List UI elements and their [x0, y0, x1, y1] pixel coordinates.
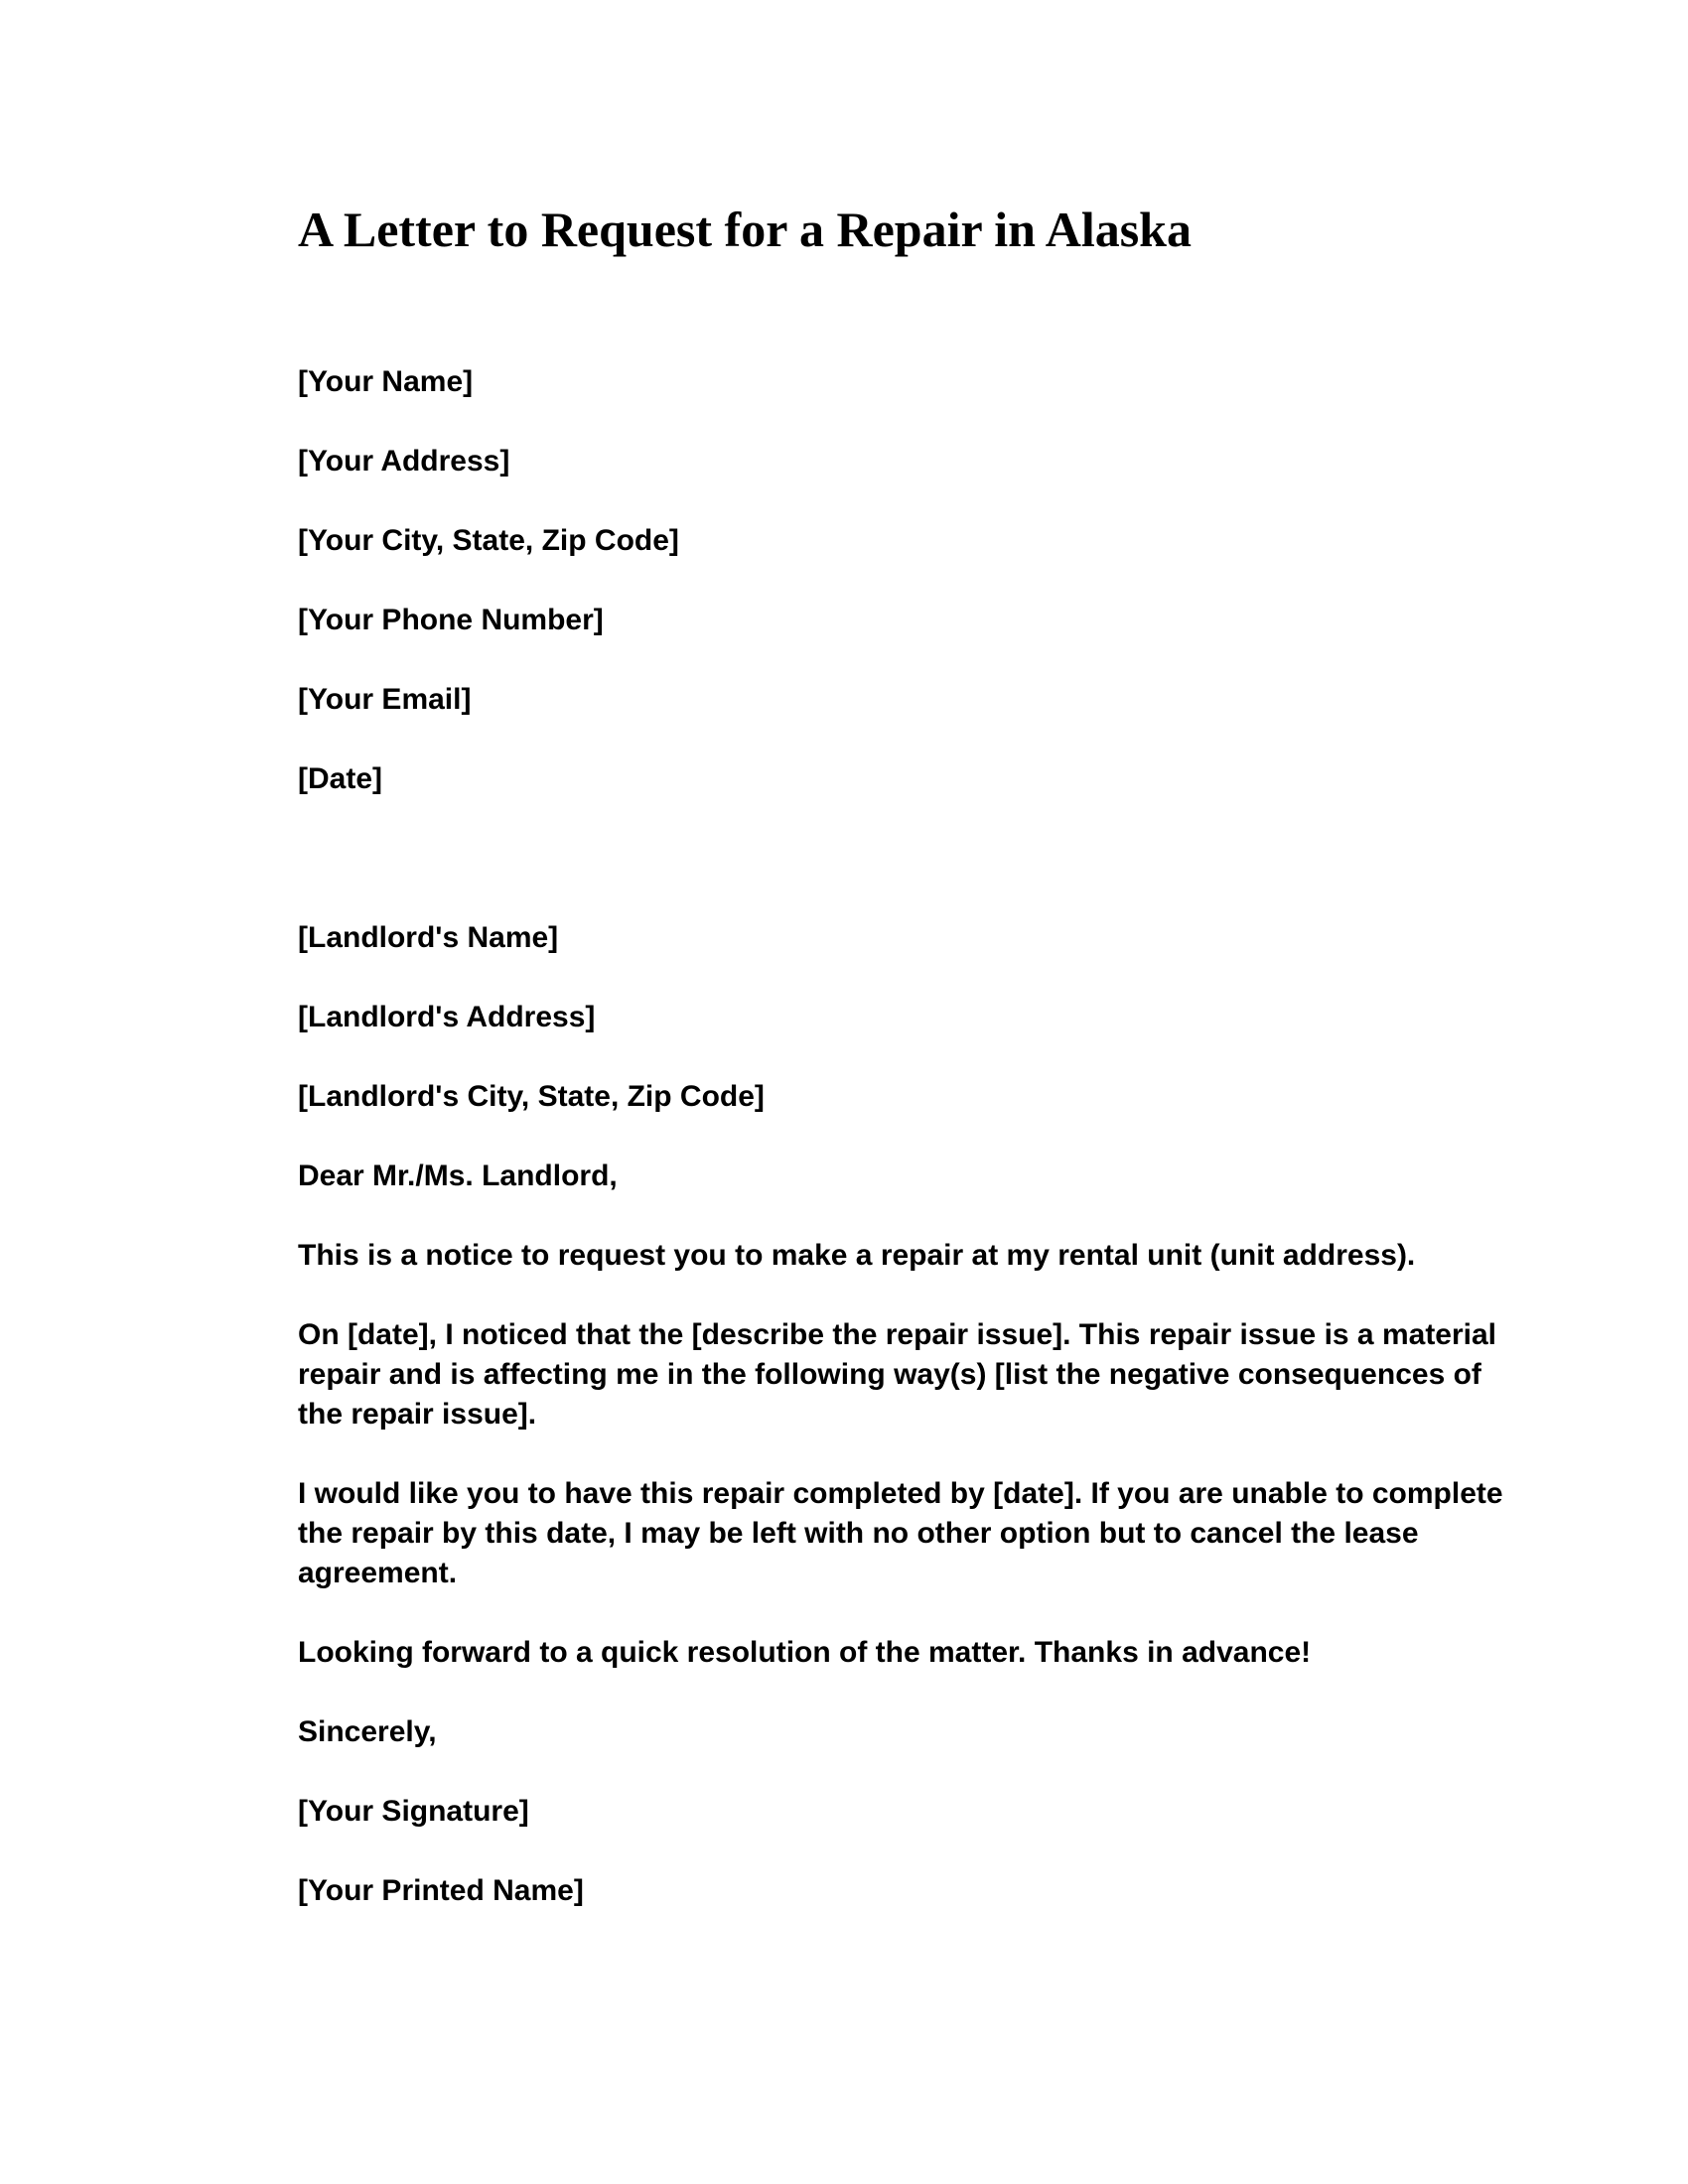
salutation: Dear Mr./Ms. Landlord, — [298, 1160, 618, 1192]
sender-email-line: [Your Email] — [298, 683, 472, 716]
blank-line — [298, 839, 1489, 879]
body-paragraph — [298, 1474, 1503, 1593]
paragraph-line: On [date], I noticed that the [describe the repair issue]. This repair issue is a material — [298, 1318, 1497, 1351]
paragraph-line: repair and is affecting me in the following way(s) [list the negative consequences of — [298, 1358, 1481, 1391]
closing: Sincerely, — [298, 1715, 437, 1748]
paragraph-line: agreement. — [298, 1557, 458, 1589]
sender-block — [298, 362, 1489, 799]
paragraph-line: the repair by this date, I may be left with no other option but to cancel the lease — [298, 1517, 1419, 1550]
body-paragraph — [298, 1315, 1497, 1434]
recipient-address-line: [Landlord's Address] — [298, 1001, 596, 1033]
paragraph-line: the repair issue]. — [298, 1398, 537, 1431]
signature-placeholder: [Your Signature] — [298, 1795, 529, 1828]
paragraph-line: This is a notice to request you to make a repair at my rental unit (unit address). — [298, 1239, 1416, 1272]
sender-address-line: [Your Address] — [298, 445, 510, 478]
letter-title: A Letter to Request for a Repair in Alaska — [298, 202, 1192, 257]
date-line: [Date] — [298, 762, 383, 795]
sender-phone-line: [Your Phone Number] — [298, 604, 604, 636]
paragraph-line: Looking forward to a quick resolution of the matter. Thanks in advance! — [298, 1636, 1312, 1669]
sender-name-line: [Your Name] — [298, 365, 474, 398]
letter-content — [298, 200, 1503, 1951]
paragraph-line: I would like you to have this repair completed by [date]. If you are unable to complete — [298, 1477, 1503, 1510]
body-paragraph — [298, 1633, 1489, 1673]
recipient-block — [298, 918, 1489, 1117]
sender-city-state-zip-line: [Your City, State, Zip Code] — [298, 524, 679, 557]
recipient-name-line: [Landlord's Name] — [298, 921, 559, 954]
body-paragraph — [298, 1236, 1489, 1276]
printed-name-placeholder: [Your Printed Name] — [298, 1874, 584, 1907]
recipient-city-state-zip-line: [Landlord's City, State, Zip Code] — [298, 1080, 765, 1113]
